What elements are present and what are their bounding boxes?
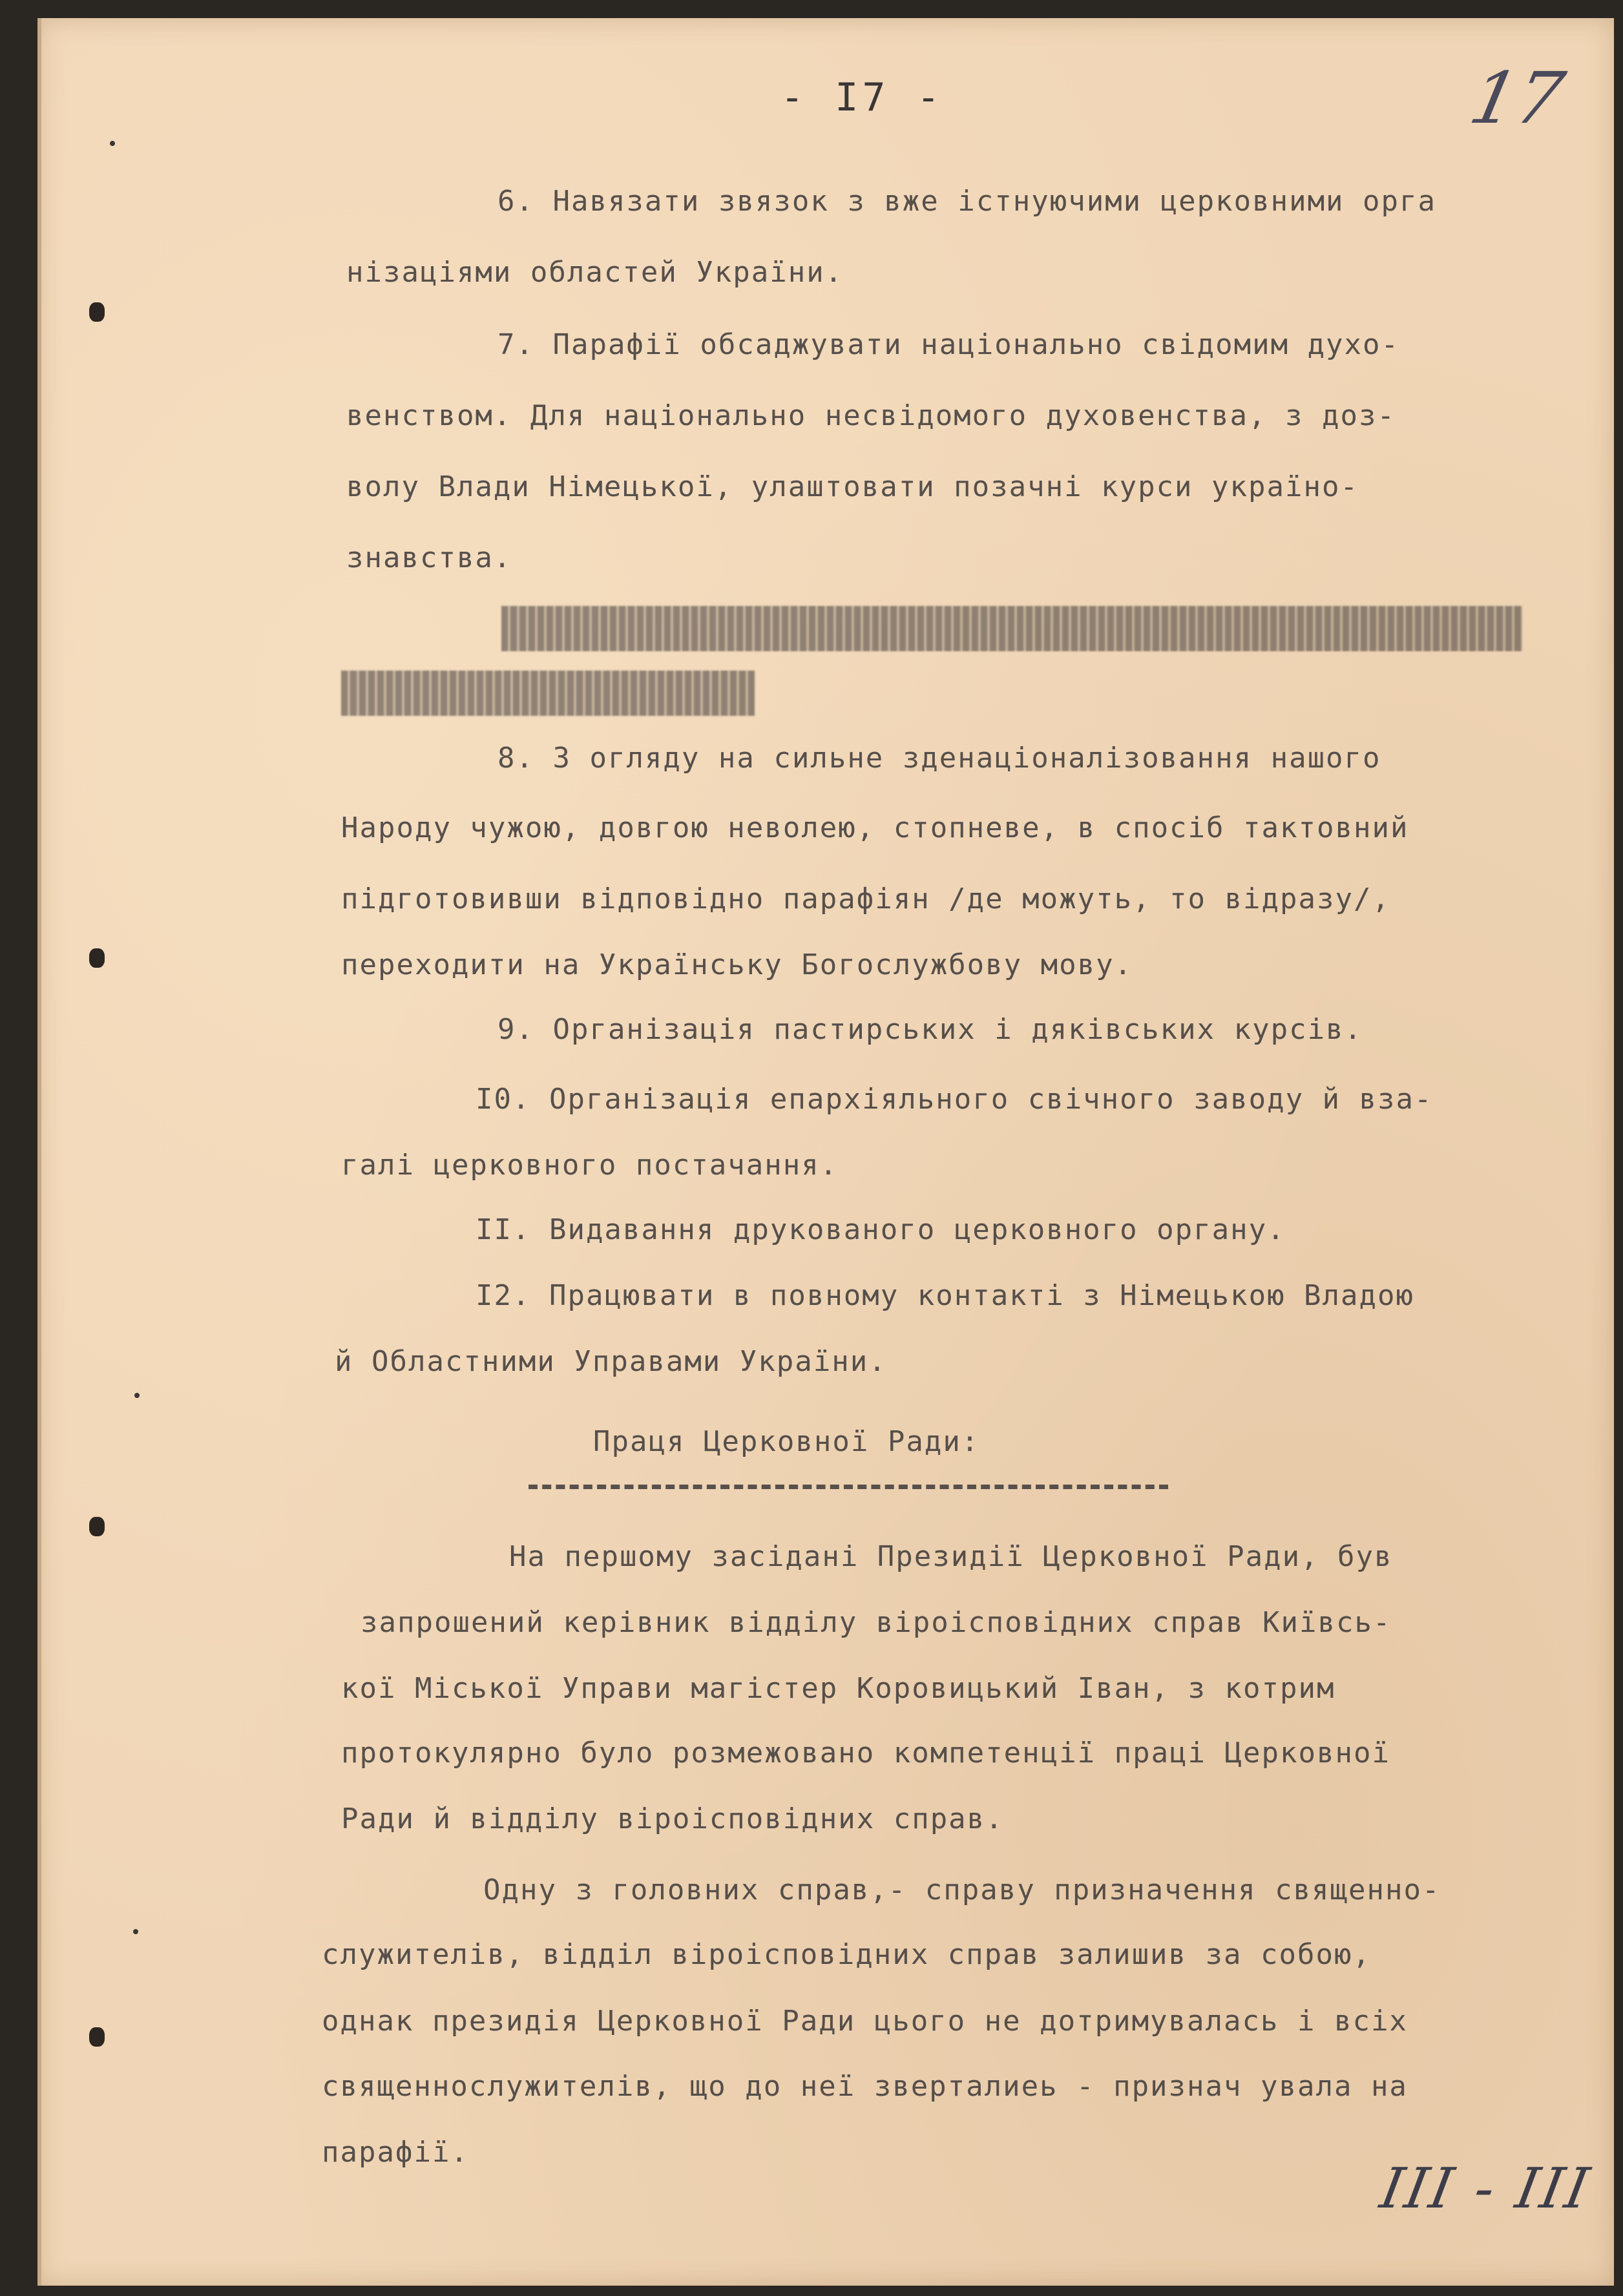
punch-hole	[89, 2027, 105, 2047]
text-line: підготовивши відповідно парафіян /де можуть, то відразу/,	[341, 882, 1390, 915]
text-line: I2. Працювати в повному контакті з Німецькою Владою	[476, 1279, 1415, 1312]
text-line: 9. Організація пастирських і дяківських курсів.	[497, 1013, 1363, 1046]
document-page	[37, 18, 1614, 2286]
text-line: запрошений керівник відділу віроісповідних справ Київсь-	[361, 1606, 1392, 1639]
text-line: Народу чужою, довгою неволею, стопневе, в спосіб тактовний	[341, 811, 1409, 844]
text-line: священнослужителів, що до неї зверталиеь - признач увала на	[322, 2070, 1408, 2103]
text-line: й Областними Управами України.	[335, 1345, 887, 1378]
text-line: На першому засідані Президії Церковної Ради, був	[509, 1540, 1393, 1573]
text-line: знавства.	[346, 541, 512, 574]
text-line: протокулярно було розмежовано компетенції праці Церковної	[341, 1737, 1390, 1769]
text-line: нізаціями областей України.	[346, 256, 844, 289]
page-edge	[37, 18, 41, 2286]
page-number: - I7 -	[780, 75, 944, 120]
section-title: Праця Церковної Ради:	[593, 1425, 980, 1458]
text-line: 8. З огляду на сильне зденаціоналізовання нашого	[497, 742, 1381, 775]
text-line: волу Влади Німецької, улаштовати позачні курси українo-	[346, 470, 1359, 503]
ink-dot	[110, 141, 115, 146]
punch-hole	[89, 1517, 105, 1536]
text-line: 6. Навязати звязок з вже істнуючими церковними орга	[497, 185, 1437, 218]
text-line: однак президія Церковної Ради цього не дотримувалась і всіх	[322, 2005, 1408, 2038]
text-line: парафії.	[322, 2136, 469, 2169]
archive-page-mark: III - III	[1376, 2156, 1597, 2221]
ink-dot	[134, 1393, 140, 1398]
punch-hole	[89, 948, 105, 968]
title-underline	[529, 1485, 1168, 1489]
text-line: венством. Для національно несвідомого духовенства, з доз-	[346, 399, 1396, 432]
text-line: галі церковного постачання.	[341, 1149, 839, 1182]
punch-hole	[89, 302, 105, 322]
ink-dot	[133, 1929, 138, 1934]
struck-out-text	[341, 671, 755, 716]
text-line: переходити на Українську Богослужбову мову.	[341, 948, 1133, 981]
text-line: 7. Парафії обсаджувати національно свідомим духо-	[497, 328, 1400, 361]
handwritten-folio-number: 17	[1463, 57, 1571, 140]
text-line: II. Видавання друкованого церковного органу.	[476, 1213, 1286, 1246]
text-line: I0. Організація епархіяльного свічного заводу й вза-	[476, 1083, 1433, 1116]
text-line: служителів, відділ віроісповідних справ залишив за собою,	[322, 1938, 1371, 1971]
struck-out-text	[501, 606, 1522, 651]
text-line: Одну з головних справ,- справу призначення священно-	[483, 1873, 1441, 1906]
text-line: кої Міської Управи магістер Коровицький Іван, з котрим	[341, 1672, 1335, 1705]
text-line: Ради й відділу віроісповідних справ.	[341, 1802, 1004, 1835]
